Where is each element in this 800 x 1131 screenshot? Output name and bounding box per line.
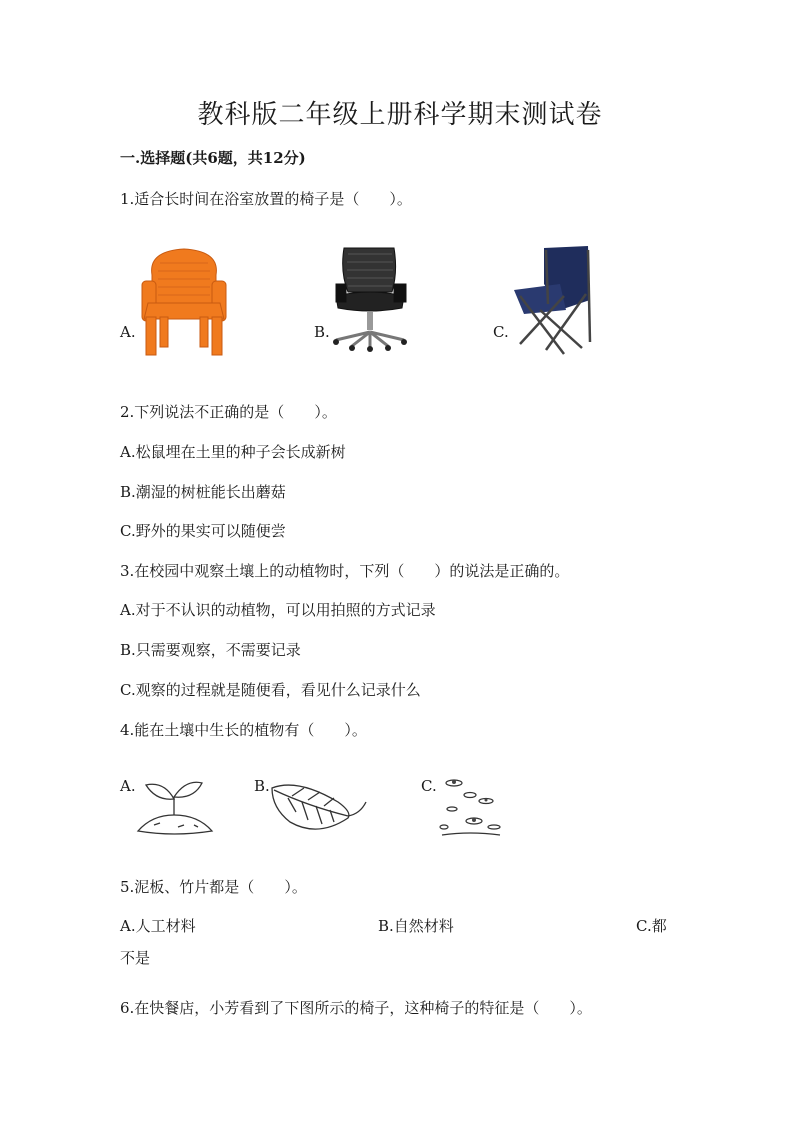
q4-option-a-label: A. [120, 777, 136, 795]
question-2-stem: 2.下列说法不正确的是（ ）。 [120, 403, 337, 421]
q2-option-a: A.松鼠埋在土里的种子会长成新树 [120, 443, 346, 461]
section-heading: 一.选择题(共6题，共12分) [120, 149, 306, 167]
q5-option-a: A.人工材料 [120, 917, 196, 935]
q3-option-a: A.对于不认识的动植物，可以用拍照的方式记录 [120, 601, 436, 619]
q1-option-a-label: A. [120, 323, 136, 341]
q2-option-c: C.野外的果实可以随便尝 [120, 522, 286, 540]
question-4-stem: 4.能在土壤中生长的植物有（ ）。 [120, 721, 367, 739]
q1-option-b-label: B. [314, 323, 330, 341]
leaf-drawing [268, 778, 372, 840]
floating-plants-drawing [434, 775, 506, 839]
plastic-chair-image [138, 245, 230, 357]
q5-option-b: B.自然材料 [378, 917, 454, 935]
q3-option-c: C.观察的过程就是随便看，看见什么记录什么 [120, 681, 421, 699]
q3-option-b: B.只需要观察，不需要记录 [120, 641, 301, 659]
question-3-stem: 3.在校园中观察土壤上的动植物时，下列（ ）的说法是正确的。 [120, 562, 570, 580]
question-1-stem: 1.适合长时间在浴室放置的椅子是（ ）。 [120, 190, 412, 208]
q5-option-c-continued: 不是 [120, 949, 151, 967]
q5-option-c: C.都 [636, 917, 667, 935]
q1-option-c-label: C. [493, 323, 509, 341]
q2-option-b: B.潮湿的树桩能长出蘑菇 [120, 483, 286, 501]
page-title: 教科版二年级上册科学期末测试卷 [197, 100, 603, 130]
seedling-drawing [134, 775, 216, 839]
q4-option-c-label: C. [421, 777, 437, 795]
office-chair-image [330, 244, 410, 352]
question-5-stem: 5.泥板、竹片都是（ ）。 [120, 878, 307, 896]
q4-option-b-label: B. [254, 777, 270, 795]
camping-chair-image [510, 244, 594, 356]
question-6-stem: 6.在快餐店，小芳看到了下图所示的椅子，这种椅子的特征是（ ）。 [120, 999, 592, 1017]
